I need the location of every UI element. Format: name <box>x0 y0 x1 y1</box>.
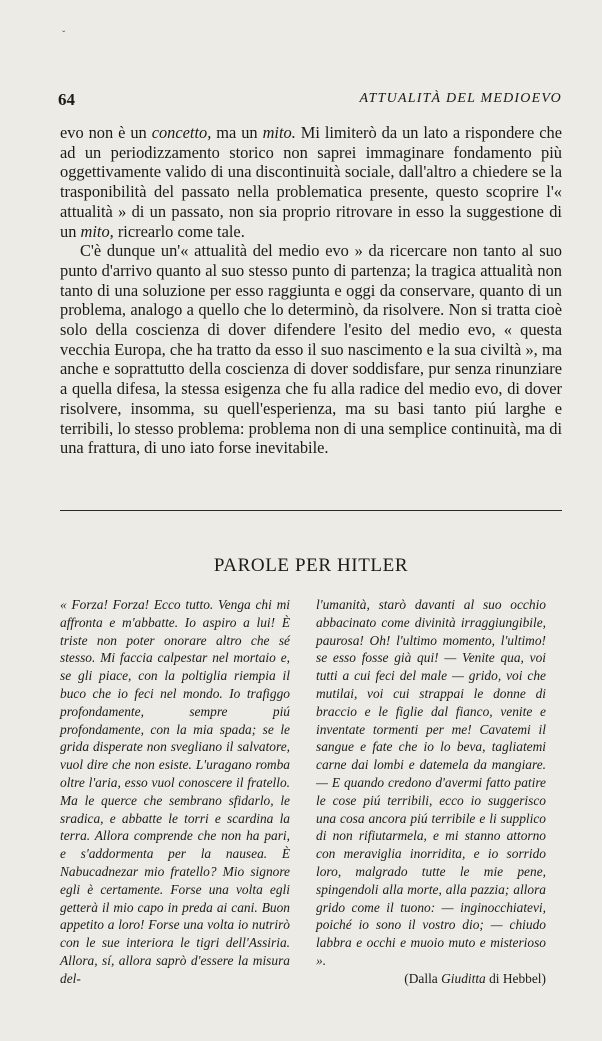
quote-text-right: l'umanità, starò davanti al suo occhio abbacinato come divinità irraggiungibile, paurosa! Oh! l'ultimo momento, l'ultimo! se esso fosse già qui! — Venite qua, voi tutti a cui feci del male — grido, voi che mutilai, voi cui strappai le donne di braccio e le figlie dal fianco, venite e inventate tormenti per me! Cavatemi il sangue e fate che io lo beva, tagliatemi carne dai lombi e datemela da mangiare. — E quando credono d'avermi fatto patire le cose piú terribili, ecco io suggerisco una cosa ancora piú terribile e li supplico di non rifiutarmela, e mi stanno attorno con meraviglia inorridita, e io sorrido loro, malgrado tutte le mie pene, spingendoli alla morte, alla pazzia; allora grido come il tuono: — inginocchiatevi, poiché io sono il vostro dio; — chiudo labbra e occhi e muoio muto e misterioso ». <box>316 597 546 968</box>
body-text <box>60 123 562 458</box>
quote-text-left: « Forza! Forza! Ecco tutto. Venga chi mi affronta e m'abbatte. Io aspiro a lui! È triste non poter onorare altro che sé stesso. Mi faccia calpestar nel mortaio e, se gli piace, con la poltiglia riempia il buco che io feci nel mondo. Io trafiggo profondamente, sempre piú profondamente, con la mia spada; se le grida disperate non svegliano il salvatore, vuol dire che non esiste. L'uragano romba oltre l'aria, esso vuol conoscere il fratello. Ma le querce che sembrano sfidarlo, le sradica, e abbatte le torri e scardina la terra. Allora comprende che non ha pari, e s'addormenta per la nausea. È Nabucadnezar mio fratello? Mio signore egli è certamente. Forse una volta egli getterà il mio capo in preda ai cani. Buon appetito a loro! Forse una volta io nutrirò con le sue interiora le tigri dell'Assiria. Allora, sí, allora saprò d'essere la misura del- <box>60 597 290 986</box>
quote-column-left <box>60 596 290 988</box>
page-header <box>58 90 562 112</box>
section-divider <box>60 510 562 511</box>
page-number: 64 <box>58 90 75 109</box>
quote-column-right <box>316 596 546 988</box>
quote-attribution: (Dalla Giuditta di Hebbel) <box>404 970 546 986</box>
paragraph-1: evo non è un concetto, ma un mito. Mi limiterò da un lato a rispondere che ad un periodizzamento storico non saprei immaginare fondamento più oggettivamente valido di una discontinuità sociale, dall'altro a chiedere se la trasponibilità del passato nella problematica presente, questo scoprire l'« attualità » di un passato, non sia proprio ritrovare in esso la suggestione di un mito, ricrearlo come tale. <box>60 123 562 241</box>
section-title: PAROLE PER HITLER <box>213 555 409 576</box>
running-title: ATTUALITÀ DEL MEDIOEVO <box>359 91 562 106</box>
paragraph-2: C'è dunque un'« attualità del medio evo » da ricercare non tanto al suo punto d'arrivo quanto al suo stesso punto di partenza; la tragica attualità non tanto di una soluzione per esso raggiunta e oggi da conservare, quanto di un problema, analogo a quello che lo determinò, da risolvere. Non si tratta cioè solo della coscienza di dover difendere l'esito del medio evo, « questa vecchia Europa, che ha tratto da esso il suo nascimento e la sua civiltà », ma anche e soprattutto della coscienza di dover soddisfare, pur senza rinunziare a quella difesa, la stessa esigenza che fu alla radice del medio evo, di dover risolvere, insomma, su quell'esperienza, ma su basi tanto piú larghe e terribili, lo stesso problema: problema non di una semplice continuità, ma di una frattura, di uno iato forse inevitabile. <box>60 241 562 458</box>
scan-speck: ˇ <box>62 30 66 41</box>
